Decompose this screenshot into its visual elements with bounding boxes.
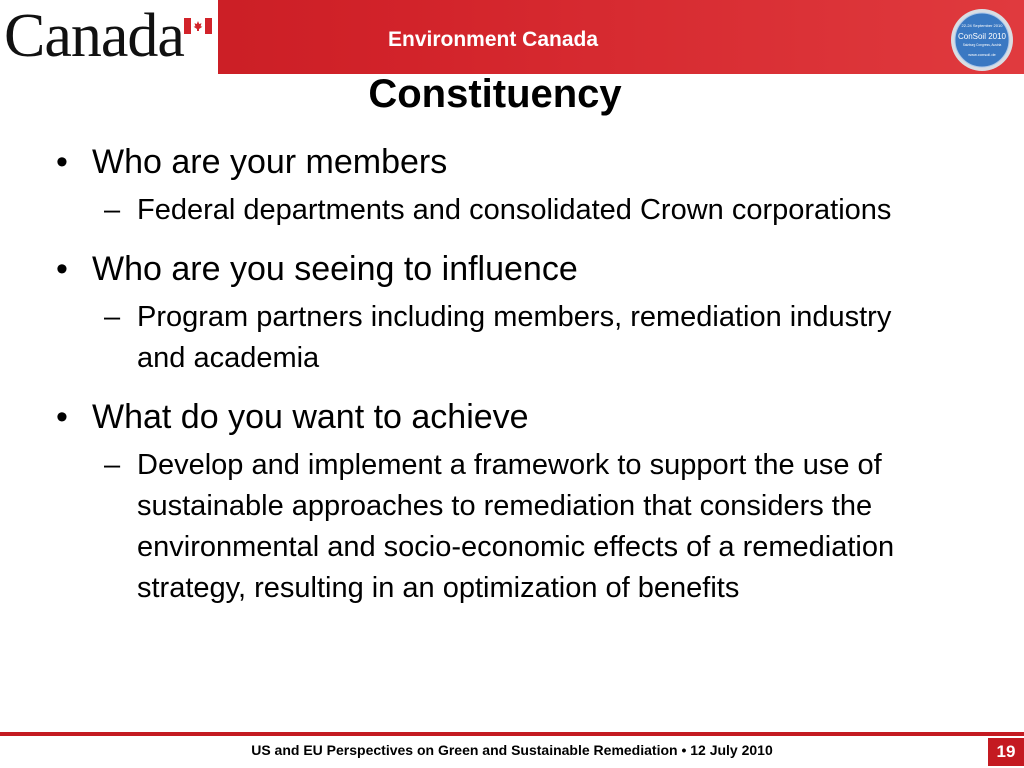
canada-wordmark-logo (0, 0, 218, 74)
footer-caption: US and EU Perspectives on Green and Sustainable Remediation • 12 July 2010 (251, 742, 773, 758)
bullet-item (0, 140, 960, 184)
badge-date-text: 22-24 September 2010 (961, 23, 1003, 28)
bullet-heading: What do you want to achieve (92, 398, 529, 436)
sub-bullet-marker: – (104, 449, 121, 481)
bullet-heading: Who are you seeing to influence (92, 250, 578, 288)
slide-title: Constituency (368, 72, 622, 116)
bullet-heading: Who are your members (92, 143, 448, 181)
badge-name-text: ConSoil 2010 (957, 32, 1007, 41)
consoil-badge-logo (950, 8, 1014, 72)
canada-wordmark-text: Canada (4, 2, 184, 70)
footer-divider (0, 732, 1024, 736)
header-bar (0, 0, 1024, 74)
bullet-marker: • (56, 398, 68, 436)
bullet-item (0, 247, 960, 291)
sub-bullet-item (0, 445, 917, 609)
badge-venue-text: Salzburg Congress, Austria (962, 43, 1002, 47)
badge-url-text: www.consoil.de (968, 52, 996, 57)
bullet-marker: • (56, 250, 68, 288)
canada-flag-icon (184, 18, 212, 34)
sub-bullet-text: Program partners including members, remediation industry and academia (137, 301, 892, 374)
sub-bullet-marker: – (104, 301, 121, 333)
sub-bullet-item (0, 297, 917, 379)
bullet-list (0, 136, 960, 609)
bullet-item (0, 395, 960, 439)
bullet-marker: • (56, 143, 68, 181)
page-number: 19 (988, 738, 1024, 766)
sub-bullet-text: Federal departments and consolidated Crown corporations (137, 194, 892, 226)
sub-bullet-text: Develop and implement a framework to support the use of sustainable approaches to remediation that considers the environmental and socio-economic effects of a remediation strategy, resulting in an optimization of benefits (137, 449, 895, 604)
sub-bullet-marker: – (104, 194, 121, 226)
header-title: Environment Canada (388, 28, 599, 51)
sub-bullet-item (0, 190, 917, 231)
